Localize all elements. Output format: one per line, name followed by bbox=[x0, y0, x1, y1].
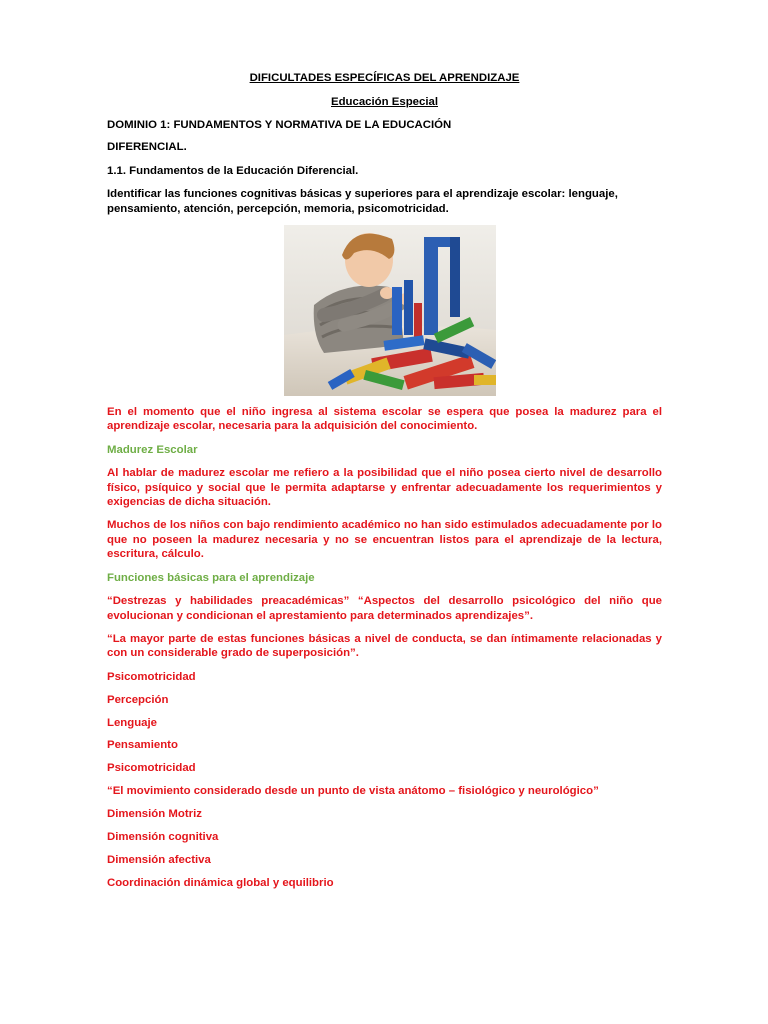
heading-madurez-escolar: Madurez Escolar bbox=[107, 443, 198, 456]
list-item: Psicomotricidad bbox=[107, 762, 196, 775]
document-subtitle: Educación Especial bbox=[331, 96, 438, 108]
document-title: DIFICULTADES ESPECÍFICAS DEL APRENDIZAJE bbox=[249, 72, 520, 84]
objective-paragraph: Identificar las funciones cognitivas básicas y superiores para el aprendizaje escolar: lenguaje, pensamiento, atención, percepción, memoria, psicomotricidad. bbox=[107, 188, 618, 215]
quote-paragraph-2: “La mayor parte de estas funciones básicas a nivel de conducta, se dan íntimamente relacionadas y con un considerable grado de superposición”. bbox=[107, 632, 662, 660]
quote-paragraph-1: “Destrezas y habilidades preacadémicas” “Aspectos del desarrollo psicológico del niño que evolucionan y condicionan el aprestamiento para determinados aprendizajes”. bbox=[107, 595, 662, 622]
list-item: Lenguaje bbox=[107, 716, 158, 729]
domain-heading-line-1: DOMINIO 1: FUNDAMENTOS Y NORMATIVA DE LA EDUCACIÓN bbox=[107, 119, 452, 131]
list-item: Dimensión Motriz bbox=[107, 808, 202, 821]
intro-paragraph: En el momento que el niño ingresa al sistema escolar se espera que posea la madurez para el aprendizaje escolar, necesaria para la adquisición del conocimiento. bbox=[107, 406, 662, 433]
list-item: Dimensión afectiva bbox=[107, 853, 211, 866]
list-item: Coordinación dinámica global y equilibrio bbox=[107, 876, 334, 889]
madurez-paragraph-2: Muchos de los niños con bajo rendimiento académico no han sido estimulados adecuadamente por lo que no poseen la madurez necesaria y no se encuentran listos para el aprendizaje de la lectura, escritura, cálculo. bbox=[107, 519, 662, 561]
child-playing-with-blocks-photo bbox=[284, 225, 496, 396]
heading-funciones-basicas: Funciones básicas para el aprendizaje bbox=[107, 571, 315, 584]
list-item: Pensamiento bbox=[107, 739, 178, 752]
madurez-paragraph-1: Al hablar de madurez escolar me refiero a la posibilidad que el niño posea cierto nivel de desarrollo físico, psíquico y social que le permita adaptarse y enfrentar adecuadamente los requerimientos y exigencias de dicha situación. bbox=[107, 467, 662, 509]
list-item: Dimensión cognitiva bbox=[107, 831, 219, 844]
domain-heading-line-2: DIFERENCIAL. bbox=[107, 141, 187, 154]
document-page bbox=[107, 70, 662, 890]
list-item: Percepción bbox=[107, 693, 169, 706]
list-item: “El movimiento considerado desde un punto de vista anátomo – fisiológico y neurológico” bbox=[107, 785, 599, 798]
list-item: Psicomotricidad bbox=[107, 670, 196, 683]
section-heading: 1.1. Fundamentos de la Educación Diferencial. bbox=[107, 164, 359, 177]
